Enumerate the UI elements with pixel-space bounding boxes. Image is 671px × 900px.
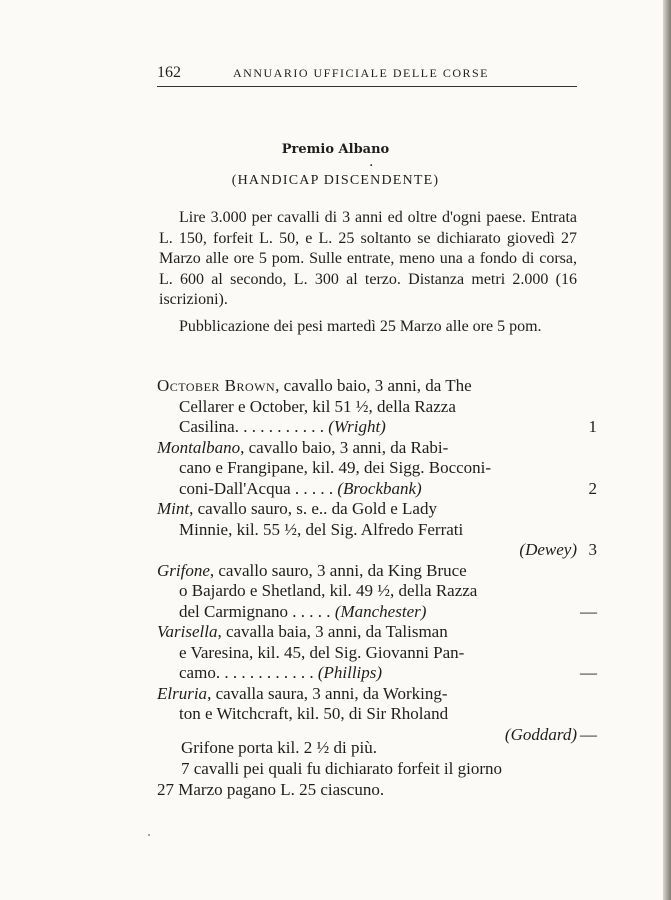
page-edge-shadow (663, 0, 671, 900)
entry (157, 376, 597, 438)
entry-line-1: , cavallo sauro, 3 anni, da King Bruce (209, 560, 467, 580)
race-subtitle: (HANDICAP DISCENDENTE) (231, 173, 440, 188)
entry-line-1: , cavalla baia, 3 anni, da Talisman (217, 622, 448, 641)
entry (157, 622, 597, 684)
entry-line-2: Cellarer e October, kil 51 ½, della Razza (179, 396, 456, 416)
horse-name: October Brown (157, 376, 276, 395)
entry (157, 499, 597, 561)
entry-line-3: del Carmignano . . . . . (179, 601, 331, 621)
jockey: (Wright) (328, 417, 386, 436)
entry-line-2: o Bajardo e Shetland, kil. 49 ½, della Razza (179, 581, 478, 600)
page-header (157, 62, 577, 87)
entry-line-2: cano e Frangipane, kil. 49, dei Sigg. Bocconi- (179, 458, 492, 477)
finish-place: — (580, 601, 597, 621)
publication-paragraph: Pubblicazione dei pesi martedì 25 Marzo alle ore 5 pom. (179, 318, 542, 335)
entry (157, 684, 597, 746)
horse-name: Varisella (157, 622, 218, 641)
page-number: 162 (157, 64, 181, 81)
entry (157, 438, 597, 500)
entry-line-3: Casilina. . . . . . . . . . . (179, 417, 324, 436)
entries-list (157, 376, 597, 745)
entry (157, 561, 597, 623)
finish-place: 1 (588, 417, 597, 436)
race-title: Premio Albano (281, 142, 390, 157)
finish-place: — (580, 724, 597, 744)
note-line: 7 cavalli pei quali fu dichiarato forfeit il giorno (181, 759, 502, 778)
finish-place: 2 (588, 478, 597, 498)
paper-speck (148, 834, 150, 836)
finish-place: 3 (588, 540, 597, 559)
jockey: (Brockbank) (337, 478, 422, 498)
entry-line-2: e Varesina, kil. 45, del Sig. Giovanni Pan- (179, 642, 465, 662)
horse-name: Elruria (157, 683, 208, 703)
jockey: (Goddard) (504, 724, 577, 744)
entry-line-2: ton e Witchcraft, kil. 50, di Sir Rholand (179, 704, 449, 723)
race-notes (157, 737, 597, 800)
note-line: Grifone porta kil. 2 ½ di più. (181, 738, 377, 757)
horse-name: Grifone (157, 560, 210, 580)
entry-line-1: , cavalla saura, 3 anni, da Working- (207, 683, 448, 703)
jockey: (Phillips) (317, 663, 383, 682)
jockey: (Dewey) (519, 540, 577, 559)
horse-name: Mint (157, 499, 190, 518)
entry-line-2: Minnie, kil. 55 ½, del Sig. Alfredo Ferrati (179, 519, 464, 539)
jockey: (Manchester) (334, 601, 427, 621)
entry-line-1: , cavallo sauro, s. e.. da Gold e Lady (189, 499, 437, 518)
entry-line-3: camo. . . . . . . . . . . . (179, 663, 314, 682)
horse-name: Montalbano (157, 437, 241, 457)
running-head: ANNUARIO UFFICIALE DELLE CORSE (233, 66, 489, 80)
decorative-dot: · (369, 158, 374, 174)
race-publication-note (159, 317, 577, 338)
conditions-paragraph: Lire 3.000 per cavalli di 3 anni ed oltre d'ogni paese. Entrata L. 150, forfeit L. 50, e L. 25 soltanto se dichiarato giovedì 27 Marzo alle ore 5 pom. Sulle entrate, meno una a fondo di corsa, L. 600 al secondo, L. 300 al terzo. Distanza metri 2.000 (16 iscrizioni). (159, 209, 577, 308)
finish-place: — (580, 663, 597, 682)
entry-line-3: coni-Dall'Acqua . . . . . (179, 478, 334, 498)
race-conditions (159, 208, 577, 311)
entry-line-1: , cavallo baio, 3 anni, da The (275, 376, 472, 395)
entry-line-1: , cavallo baio, 3 anni, da Rabi- (240, 437, 449, 457)
note-line: 27 Marzo pagano L. 25 ciascuno. (157, 780, 385, 799)
